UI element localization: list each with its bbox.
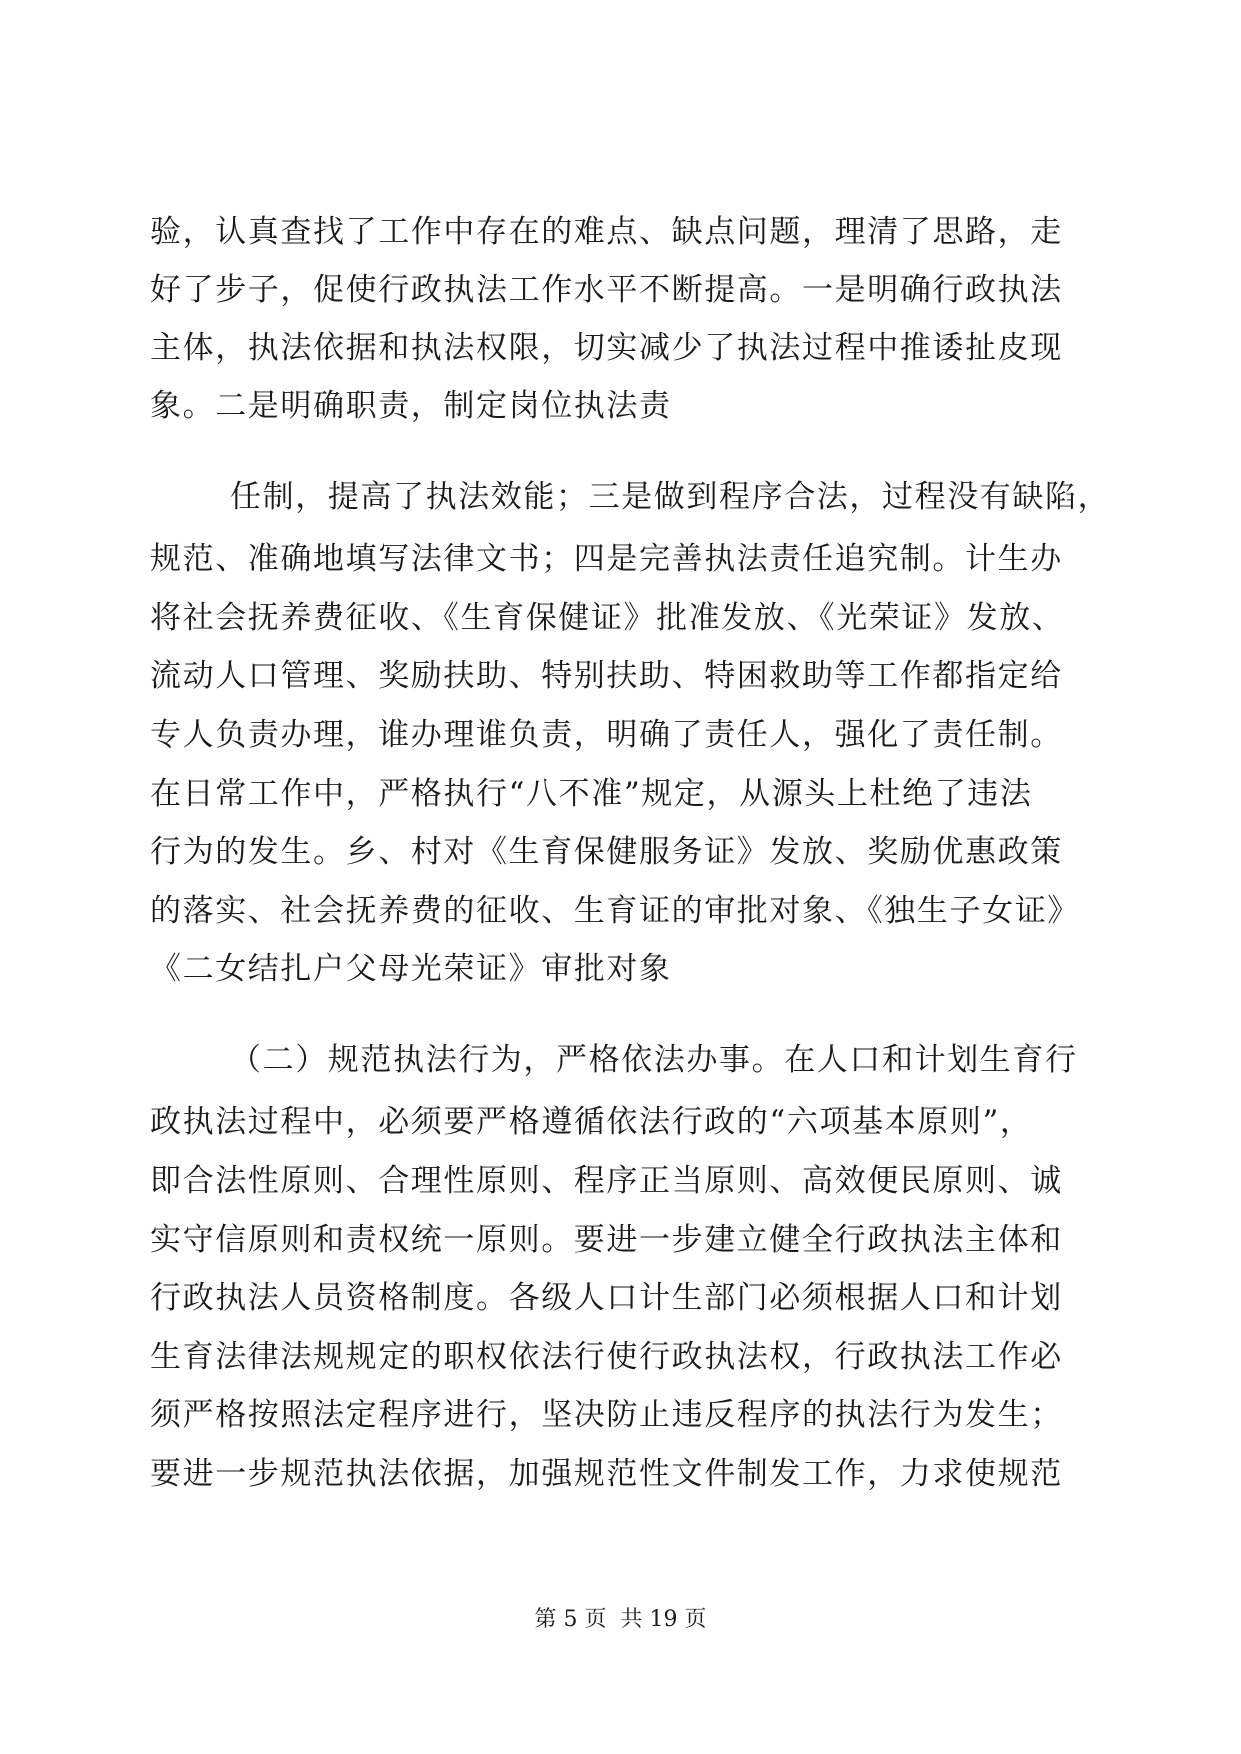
paragraph-2-line-6: 在日常工作中，严格执行“八不准”规定，从源头上杜绝了违法: [150, 776, 1033, 812]
paragraph-1-line-1: 验，认真查找了工作中存在的难点、缺点问题，理清了思路，走: [150, 214, 1063, 250]
paragraph-3-line-6: 生育法律法规规定的职权依法行使行政执法权，行政执法工作必: [150, 1339, 1063, 1375]
paragraph-3-line-7: 须严格按照法定程序进行，坚决防止违反程序的执法行为发生；: [150, 1397, 1063, 1433]
paragraph-3-line-2: 政执法过程中，必须要严格遵循依法行政的“六项基本原则”，: [150, 1104, 1033, 1140]
paragraph-2-line-9: 《二女结扎户父母光荣证》审批对象: [150, 951, 672, 987]
paragraph-2-line-2: 规范、准确地填写法律文书；四是完善执法责任追究制。计生办: [150, 541, 1063, 577]
paragraph-2-line-4: 流动人口管理、奖励扶助、特别扶助、特困救助等工作都指定给: [150, 658, 1063, 694]
paragraph-3-line-8: 要进一步规范执法依据，加强规范性文件制发工作，力求使规范: [150, 1456, 1063, 1492]
paragraph-2-line-5: 专人负责办理，谁办理谁负责，明确了责任人，强化了责任制。: [150, 717, 1063, 753]
paragraph-3-line-3: 即合法性原则、合理性原则、程序正当原则、高效便民原则、诚: [150, 1163, 1063, 1199]
paragraph-3-line-5: 行政执法人员资格制度。各级人口计生部门必须根据人口和计划: [150, 1280, 1063, 1316]
paragraph-2-line-3: 将社会抚养费征收、《生育保健证》批准发放、《光荣证》发放、: [150, 600, 1065, 636]
paragraph-2-line-7: 行为的发生。乡、村对《生育保健服务证》发放、奖励优惠政策: [150, 834, 1063, 870]
page-number-footer: 第 5 页 共 19 页: [534, 1607, 707, 1632]
paragraph-1-line-2: 好了步子，促使行政执法工作水平不断提高。一是明确行政执法: [150, 272, 1063, 308]
paragraph-1-line-4: 象。二是明确职责，制定岗位执法责: [150, 388, 672, 424]
paragraph-3-line-4: 实守信原则和责权统一原则。要进一步建立健全行政执法主体和: [150, 1222, 1063, 1258]
paragraph-2-line-1: 任制，提高了执法效能；三是做到程序合法，过程没有缺陷，: [230, 479, 1111, 515]
paragraph-3-line-1: （二）规范执法行为，严格依法办事。在人口和计划生育行: [230, 1042, 1078, 1078]
paragraph-1-line-3: 主体，执法依据和执法权限，切实减少了执法过程中推诿扯皮现: [150, 330, 1063, 366]
paragraph-2-line-8: 的落实、社会抚养费的征收、生育证的审批对象、《独生子女证》: [150, 893, 1080, 929]
